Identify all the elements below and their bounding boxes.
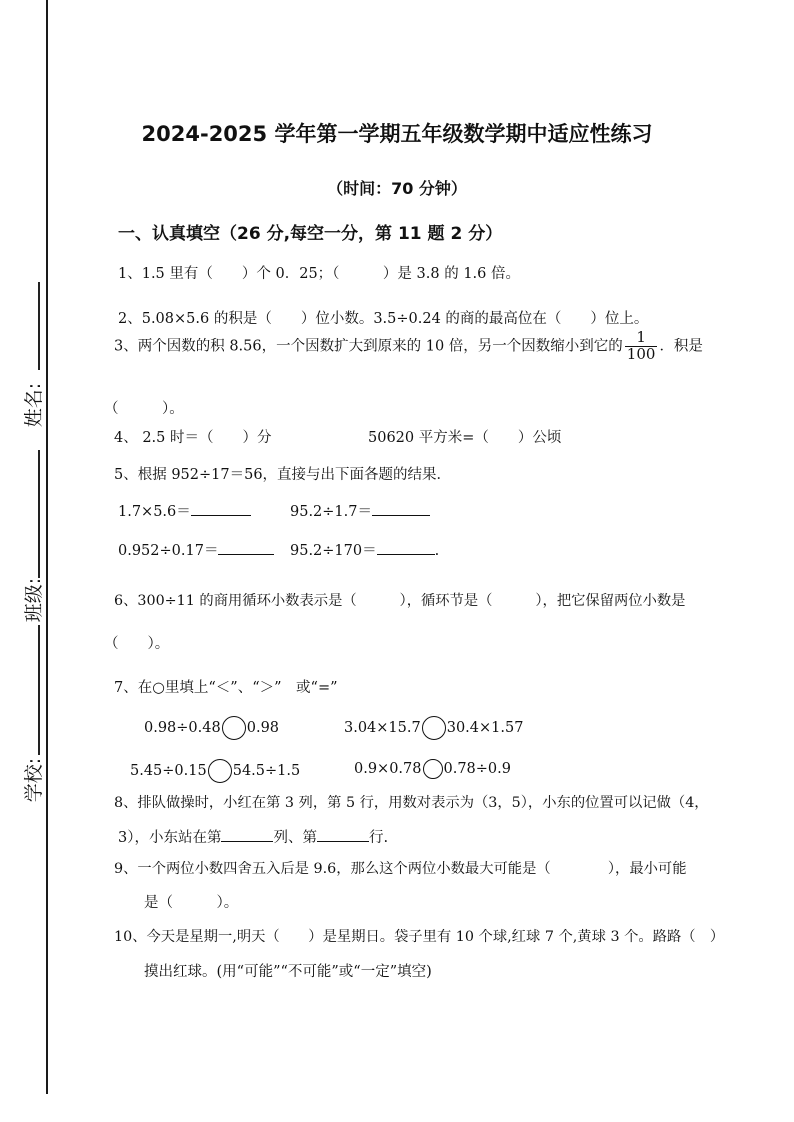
q5-item-d: 95.2÷170＝ . [290,543,440,559]
question-10: 10、今天是星期一,明天（ ）是星期日。袋子里有 10 个球,红球 7 个,黄球 3 个。路路（ ） [114,929,725,945]
binding-line [46,0,48,1094]
fraction-denominator: 100 [626,344,656,363]
q7-item-c: 5.45÷0.15 54.5÷1.5 [130,759,300,783]
question-3-text-end: ．积是 [659,338,703,355]
name-label: 姓名: [22,382,45,428]
fraction [625,330,658,363]
question-9: 9、一个两位小数四舍五入后是 9.6，那么这个两位小数最大可能是（ ），最小可能 [114,861,687,877]
school-field-line[interactable] [38,625,40,755]
question-9-line2: 是（ ）。 [144,895,239,911]
q7-item-d: 0.9×0.78 0.78÷0.9 [354,761,511,777]
q5-item-c: 0.952÷0.17＝ [118,539,274,560]
question-8: 8、排队做操时，小红在第 3 列，第 5 行，用数对表示为（3，5），小东的位置可以记做（4， [114,795,709,811]
answer-blank[interactable] [221,841,273,842]
q7-item-a: 0.98÷0.48 0.98 [144,716,279,740]
question-3-answer: （ ）。 [104,401,184,417]
question-1: 1、1.5 里有（ ）个 0．25；（ ）是 3.8 的 1.6 倍。 [118,266,520,282]
question-10-line2: 摸出红球。(用“可能”“不可能”或“一定”填空) [144,964,432,980]
name-field-line[interactable] [38,282,40,370]
question-7: 7、在○里填上“＜”、“＞” 或“=” [114,680,338,696]
answer-blank[interactable] [372,515,430,516]
answer-blank[interactable] [218,554,274,555]
class-field-line[interactable] [38,450,40,578]
question-2: 2、5.08×5.6 的积是（ ）位小数。3.5÷0.24 的商的最高位在（ ）位上。 [118,311,649,327]
q5-item-a: 1.7×5.6＝ [118,500,251,521]
question-6: 6、300÷11 的商用循环小数表示是（ ），循环节是（ ），把它保留两位小数是 [114,593,686,609]
page-title: 2024-2025 学年第一学期五年级数学期中适应性练习 [141,122,653,146]
class-label: 班级: [22,577,45,623]
question-5: 5、根据 952÷17＝56，直接与出下面各题的结果． [114,467,452,483]
compare-circle[interactable] [422,716,446,740]
question-8-line2: 3），小东站在第 列、第 行. [118,830,389,846]
question-6-answer: （ ）。 [104,636,170,652]
q7-item-b: 3.04×15.7 30.4×1.57 [344,716,523,740]
compare-circle[interactable] [423,759,443,779]
compare-circle[interactable] [222,716,246,740]
question-3-text: 3、两个因数的积 8.56，一个因数扩大到原来的 10 倍，另一个因数缩小到它的 [114,338,623,355]
fraction-numerator: 1 [625,330,658,347]
question-3 [114,330,703,363]
school-label: 学校: [22,757,45,803]
q5-item-b: 95.2÷1.7＝ [290,500,430,521]
section-heading: 一、认真填空（26 分,每空一分，第 11 题 2 分） [118,224,503,244]
question-4b: 50620 平方米=（ ）公顷 [368,430,562,446]
question-4a: 4、 2.5 时＝（ ）分 [114,430,272,446]
answer-blank[interactable] [377,554,435,555]
answer-blank[interactable] [317,841,369,842]
compare-circle[interactable] [208,759,232,783]
time-note: （时间：70 分钟） [327,179,467,198]
answer-blank[interactable] [191,515,251,516]
